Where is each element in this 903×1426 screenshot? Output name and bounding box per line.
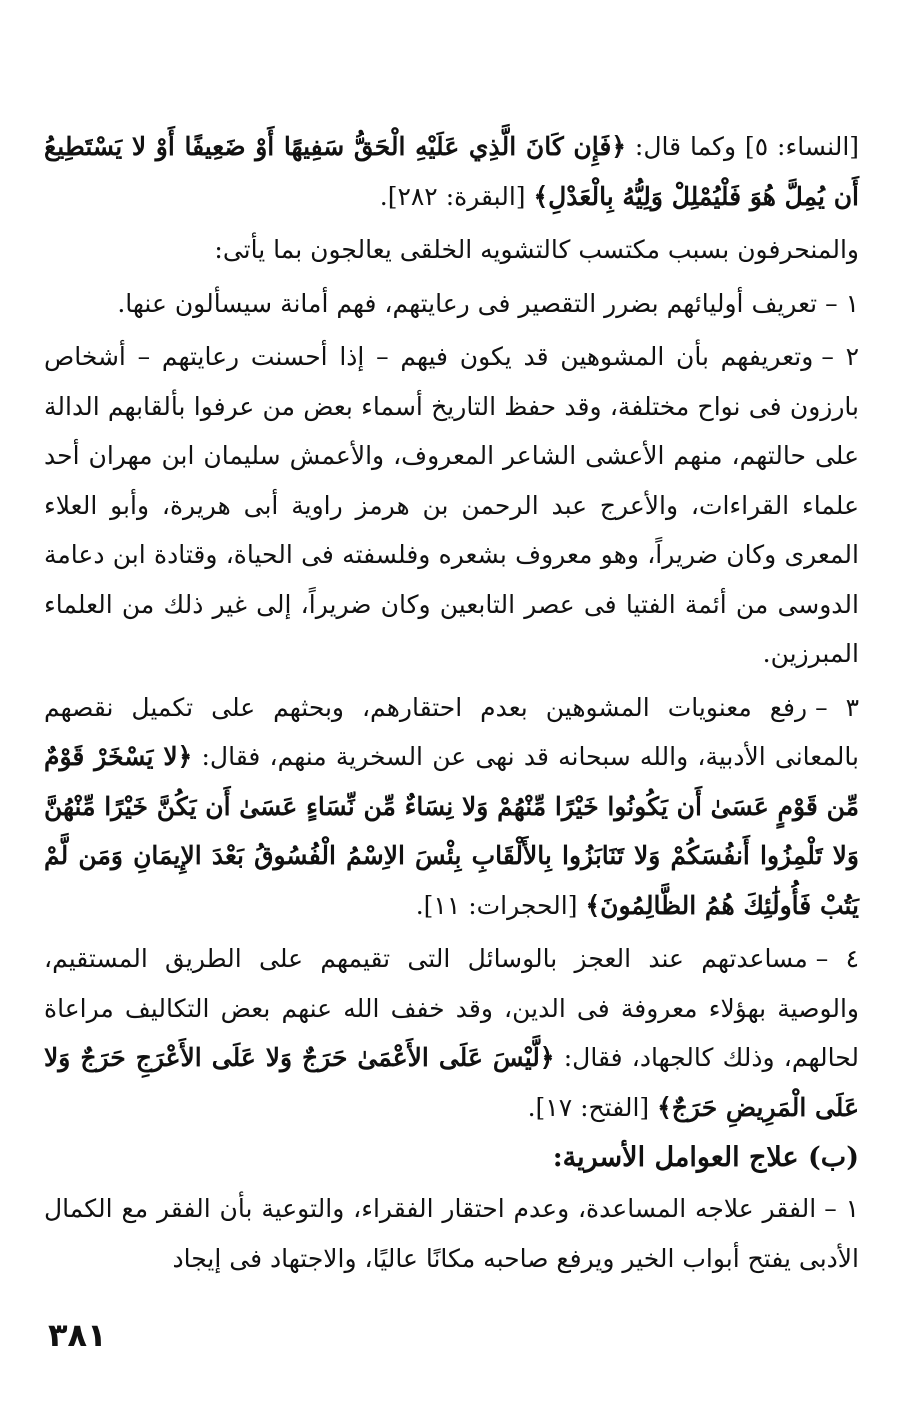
verse-reference: [الفتح: ١٧]. [527,1092,658,1122]
list-item-number: ١ – [825,288,859,318]
list-item-text: رفع معنويات المشوهين بعدم احتقارهم، وبحثهم على تكميل نقصهم بالمعانى الأدبية، والله سبحانه قد نهى عن السخرية منهم، فقال: [44,692,859,771]
list-item-1 [44,279,859,329]
list-item-text: الفقر علاجه المساعدة، وعدم احتقار الفقراء، والتوعية بأن الفقر مع الكمال الأدبى يفتح أبواب الخير ويرفع صاحبه مكانًا عاليًا، والاجتهاد فى إيجاد [44,1194,859,1273]
list-item-number: ٣ – [815,692,859,722]
verse-reference: [الحجرات: ١١]. [415,890,586,920]
list-item-text: تعريف أوليائهم بضرر التقصير فى رعايتهم، فهم أمانة سيسألون عنها. [117,288,818,318]
verse-reference: [البقرة: ٢٨٢]. [379,181,534,211]
page-number: ٣٨١ [48,1316,107,1354]
section-heading: (ب) علاج العوامل الأسرية: [552,1142,859,1173]
list-item-3 [44,683,859,931]
list-item-2 [44,332,859,679]
list-item-text: وتعريفهم بأن المشوهين قد يكون فيهم – إذا أحسنت رعايتهم – أشخاص بارزون فى نواح مختلفة، وقد حفظ التاريخ أسماء بعض من عرفوا بألقابهم الدالة على حالتهم، منهم الأعشى الشاعر المعروف، والأعمش سليمان ابن مهران أحد علماء القراءات، والأعرج عبد الرحمن بن هرمز راوية أبى هريرة، وأبو العلاء المعرى وكان ضريراً، وهو معروف بشعره وفلسفته فى الحياة، وقتادة ابن دعامة الدوسى من أئمة الفتيا فى عصر التابعين وكان ضريراً، إلى غير ذلك من العلماء المبرزين. [44,342,859,668]
list-item-4 [44,934,859,1132]
page-body [44,122,859,1283]
paragraph-nisa-baqarah [44,122,859,221]
list-item-number: ٤ – [815,944,859,973]
quran-verse: ﴿لا يَسْخَرْ قَوْمٌ مِّن قَوْمٍ عَسَىٰ أَن يَكُونُوا خَيْرًا مِّنْهُمْ وَلا نِسَاءٌ مِّن نِّسَاءٍ عَسَىٰ أَن يَكُنَّ خَيْرًا مِّنْهُنَّ وَلا تَلْمِزُوا أَنفُسَكُمْ وَلا تَنَابَزُوا بِالأَلْقَابِ بِئْسَ الاِسْمُ الْفُسُوقُ بَعْدَ الإِيمَانِ وَمَن لَّمْ يَتُبْ فَأُولَٰئِكَ هُمُ الظَّالِمُونَ﴾ [44,742,859,920]
paragraph-intro-acquired: والمنحرفون بسبب مكتسب كالتشويه الخلقى يعالجون بما يأتى: [214,235,859,264]
list-item-number: ١ – [824,1194,859,1223]
quran-verse: ﴿فَإِن كَانَ الَّذِي عَلَيْهِ الْحَقُّ سَفِيهًا أَوْ ضَعِيفًا أَوْ لا يَسْتَطِيعُ أَن يُمِلَّ هُوَ فَلْيُمْلِلْ وَلِيُّهُ بِالْعَدْلِ﴾ [44,132,859,211]
quran-verse: ﴿لَّيْسَ عَلَى الأَعْمَىٰ حَرَجٌ وَلا عَلَى الأَعْرَجِ حَرَجٌ وَلا عَلَى الْمَرِيضِ حَرَجٌ﴾ [44,1043,859,1122]
list-item-number: ٢ – [821,342,859,371]
paragraph-lead: [النساء: ٥] وكما قال: [625,132,860,161]
list-item-text: مساعدتهم عند العجز بالوسائل التى تقيمهم على الطريق المستقيم، والوصية بهؤلاء معروفة فى الدين، وقد خفف الله عنهم بعض التكاليف مراعاة لحالهم، وذلك كالجهاد، فقال: [44,944,859,1072]
section-b-item-1 [44,1184,859,1283]
